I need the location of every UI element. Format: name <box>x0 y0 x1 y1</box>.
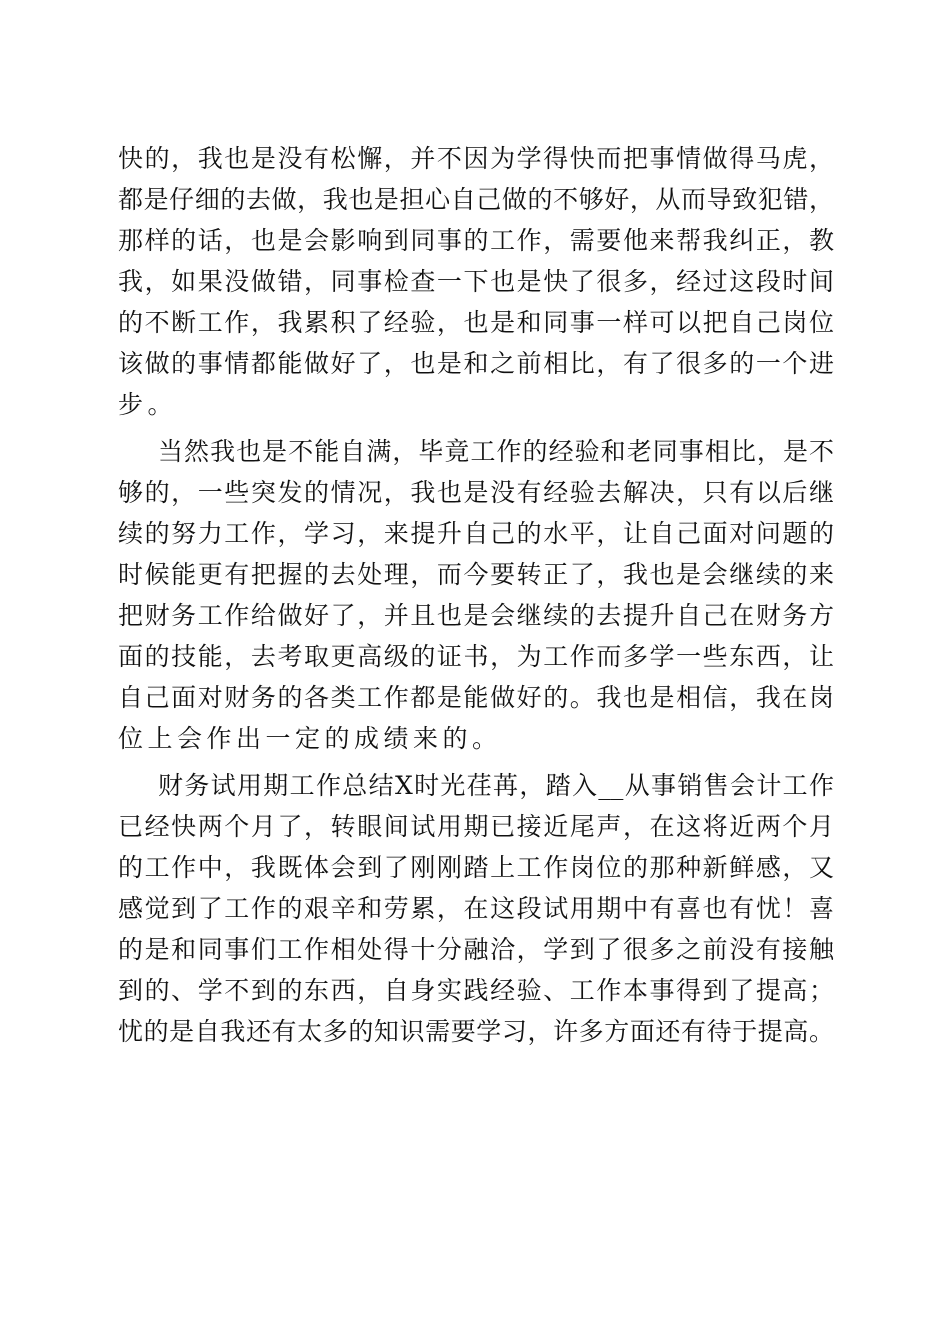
paragraph-3-line-6: 到的、学不到的东西，自身实践经验、工作本事得到了提高； <box>118 976 834 1005</box>
paragraph-2-line-3: 续的努力工作，学习，来提升自己的水平，让自己面对问题的 <box>118 519 834 548</box>
paragraph-2-line-1: 当然我也是不能自满，毕竟工作的经验和老同事相比，是不 <box>158 437 834 466</box>
paragraph-3-line-1: 财务试用期工作总结X时光荏苒，踏入__从事销售会计工作 <box>158 771 834 800</box>
paragraph-3-line-2: 已经快两个月了，转眼间试用期已接近尾声，在这将近两个月 <box>118 812 834 841</box>
paragraph-1-line-1: 快的，我也是没有松懈，并不因为学得快而把事情做得马虎， <box>118 144 834 173</box>
paragraph-1-line-3: 那样的话，也是会影响到同事的工作，需要他来帮我纠正，教 <box>118 226 834 255</box>
paragraph-3-line-4: 感觉到了工作的艰辛和劳累，在这段试用期中有喜也有忧！喜 <box>118 894 834 923</box>
paragraph-1-line-5: 的不断工作，我累积了经验，也是和同事一样可以把自己岗位 <box>118 308 834 337</box>
paragraph-2-line-5: 把财务工作给做好了，并且也是会继续的去提升自己在财务方 <box>118 601 834 630</box>
paragraph-1-line-4: 我，如果没做错，同事检查一下也是快了很多，经过这段时间 <box>118 267 834 296</box>
paragraph-2-line-4: 时候能更有把握的去处理，而今要转正了，我也是会继续的来 <box>118 560 834 589</box>
paragraph-1-line-6: 该做的事情都能做好了，也是和之前相比，有了很多的一个进 <box>118 349 834 378</box>
document-body <box>118 138 834 1052</box>
paragraph-3-line-3: 的工作中，我既体会到了刚刚踏上工作岗位的那种新鲜感，又 <box>118 853 834 882</box>
paragraph-3-line-5: 的是和同事们工作相处得十分融洽，学到了很多之前没有接触 <box>118 935 834 964</box>
paragraph-1-line-2: 都是仔细的去做，我也是担心自己做的不够好，从而导致犯错， <box>118 185 834 214</box>
paragraph-2-line-2: 够的，一些突发的情况，我也是没有经验去解决，只有以后继 <box>118 478 834 507</box>
paragraph-2-line-8: 位上会作出一定的成绩来的。 <box>118 724 502 753</box>
paragraph-1-line-7: 步。 <box>118 390 178 419</box>
paragraph-2-line-6: 面的技能，去考取更高级的证书，为工作而多学一些东西，让 <box>118 642 834 671</box>
paragraph-2-line-7: 自己面对财务的各类工作都是能做好的。我也是相信，我在岗 <box>118 683 834 712</box>
paragraph-3-line-7: 忧的是自我还有太多的知识需要学习，许多方面还有待于提高。 <box>118 1017 834 1046</box>
